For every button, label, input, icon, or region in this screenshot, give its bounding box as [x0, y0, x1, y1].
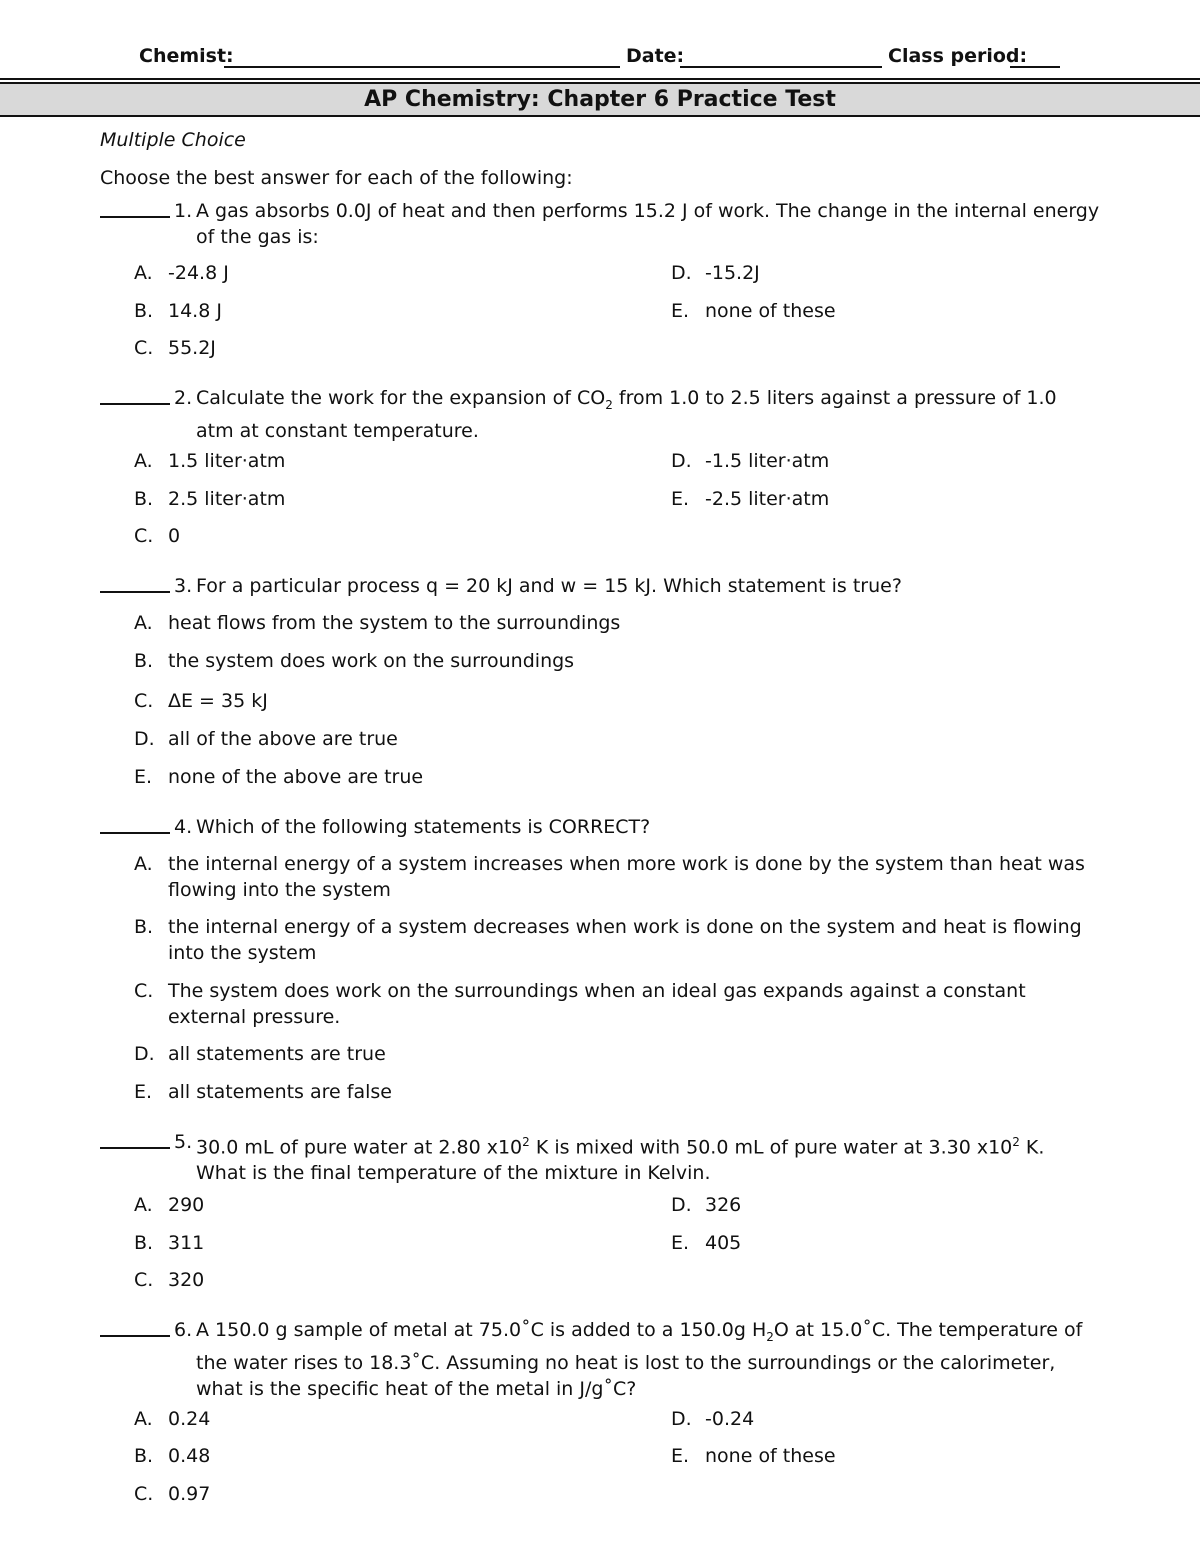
option-text: 1.5 liter·atm: [168, 450, 286, 472]
option-text: 0: [168, 525, 181, 547]
answer-blank[interactable]: [100, 198, 170, 218]
option-b[interactable]: [134, 1230, 204, 1256]
option-e[interactable]: [134, 1079, 1094, 1105]
question-number: 4.: [174, 816, 193, 838]
option-text: 311: [168, 1232, 205, 1254]
option-text: the internal energy of a system decreases when work is done on the system and heat is flowing into the system: [168, 916, 1082, 964]
option-a[interactable]: [134, 448, 285, 474]
chemist-name-field[interactable]: [224, 66, 620, 68]
option-letter: C.: [134, 980, 154, 1002]
question-stem: A gas absorbs 0.0J of heat and then performs 15.2 J of work. The change in the internal energy of the gas is:: [196, 200, 1100, 248]
answer-blank[interactable]: [100, 385, 170, 405]
option-text: -2.5 liter·atm: [705, 488, 830, 510]
answer-blank[interactable]: [100, 573, 170, 593]
question-number: 6.: [174, 1319, 193, 1341]
option-letter: C.: [134, 690, 154, 712]
option-letter: D.: [671, 1408, 692, 1430]
question-number: 3.: [174, 575, 193, 597]
question-number: 5.: [174, 1131, 193, 1153]
question-3: [100, 573, 1100, 599]
question-1: [100, 198, 1100, 250]
option-text: 320: [168, 1269, 205, 1291]
option-letter: A.: [134, 853, 153, 875]
option-text: all statements are false: [168, 1081, 392, 1103]
option-text: none of the above are true: [168, 766, 424, 788]
option-text: 405: [705, 1232, 742, 1254]
option-letter: B.: [134, 488, 154, 510]
option-text: 0.48: [168, 1445, 211, 1467]
option-text: none of these: [705, 1445, 836, 1467]
option-a[interactable]: [134, 851, 1094, 903]
option-letter: E.: [671, 1445, 690, 1467]
option-letter: B.: [134, 916, 154, 938]
option-a[interactable]: [134, 260, 229, 286]
option-text: -15.2J: [705, 262, 760, 284]
option-letter: C.: [134, 337, 154, 359]
option-a[interactable]: [134, 610, 1084, 636]
option-letter: B.: [134, 1445, 154, 1467]
option-letter: E.: [134, 766, 153, 788]
date-label: Date:: [626, 45, 685, 67]
option-d[interactable]: [671, 1192, 741, 1218]
option-letter: D.: [671, 262, 692, 284]
answer-blank[interactable]: [100, 1317, 170, 1337]
option-d[interactable]: [134, 726, 1084, 752]
header-divider: [0, 78, 1200, 80]
section-heading: Multiple Choice: [100, 129, 246, 151]
option-letter: B.: [134, 300, 154, 322]
option-a[interactable]: [134, 1192, 204, 1218]
option-text: -1.5 liter·atm: [705, 450, 830, 472]
question-5: [100, 1129, 1100, 1186]
option-text: all statements are true: [168, 1043, 386, 1065]
question-6: [100, 1317, 1100, 1402]
option-d[interactable]: [671, 1406, 754, 1432]
option-letter: E.: [671, 488, 690, 510]
option-c[interactable]: [134, 523, 180, 549]
question-stem: A 150.0 g sample of metal at 75.0˚C is added to a 150.0g $H_2O$ at 15.0˚C. The temperature of the water rises to 18.3˚C. Assuming no heat is lost to the surroundings or the calorimeter, what is the specific heat of the metal in J/g˚C?: [196, 1319, 1083, 1400]
option-letter: A.: [134, 450, 153, 472]
option-letter: A.: [134, 1408, 153, 1430]
option-text: 55.2J: [168, 337, 216, 359]
option-d[interactable]: [671, 448, 829, 474]
answer-blank[interactable]: [100, 814, 170, 834]
option-text: none of these: [705, 300, 836, 322]
option-b[interactable]: [134, 914, 1094, 966]
option-letter: C.: [134, 1269, 154, 1291]
option-letter: D.: [134, 1043, 155, 1065]
option-text: heat flows from the system to the surroundings: [168, 612, 621, 634]
option-e[interactable]: [671, 486, 829, 512]
option-letter: E.: [671, 300, 690, 322]
option-letter: B.: [134, 1232, 154, 1254]
option-text: 14.8 J: [168, 300, 222, 322]
option-text: 290: [168, 1194, 205, 1216]
option-e[interactable]: [671, 1443, 836, 1469]
option-text: 2.5 liter·atm: [168, 488, 286, 510]
title-bar: [0, 82, 1200, 117]
question-number: 1.: [174, 200, 193, 222]
question-stem: Calculate the work for the expansion of $CO_2$ from 1.0 to 2.5 liters against a pressure of 1.0 atm at constant temperature.: [196, 387, 1057, 442]
question-stem: For a particular process q = 20 kJ and w = 15 kJ. Which statement is true?: [196, 575, 902, 597]
option-c[interactable]: [134, 1267, 204, 1293]
option-a[interactable]: [134, 1406, 210, 1432]
chemist-label: Chemist:: [139, 45, 234, 67]
option-e[interactable]: [671, 298, 836, 324]
option-letter: A.: [134, 612, 153, 634]
option-letter: E.: [671, 1232, 690, 1254]
question-2: [100, 385, 1100, 444]
option-letter: D.: [671, 1194, 692, 1216]
option-e[interactable]: [671, 1230, 741, 1256]
option-b[interactable]: [134, 1443, 210, 1469]
option-c[interactable]: [134, 688, 1084, 714]
option-b[interactable]: [134, 486, 285, 512]
option-text: 326: [705, 1194, 742, 1216]
option-text: ΔE = 35 kJ: [168, 690, 268, 712]
class-period-field[interactable]: [1010, 66, 1060, 68]
class-period-label: Class period:: [888, 45, 1028, 67]
option-letter: E.: [134, 1081, 153, 1103]
option-text: -0.24: [705, 1408, 755, 1430]
question-stem: 30.0 mL of pure water at 2.80 $x10^2$ K is mixed with 50.0 mL of pure water at 3.30 $x10^2$ K. What is the final temperature of the mixture in Kelvin.: [196, 1135, 1045, 1185]
instructions: Choose the best answer for each of the following:: [100, 167, 573, 189]
option-letter: A.: [134, 262, 153, 284]
option-e[interactable]: [134, 764, 1084, 790]
question-stem: Which of the following statements is CORRECT?: [196, 816, 651, 838]
option-b[interactable]: [134, 648, 1084, 674]
option-text: -24.8 J: [168, 262, 229, 284]
option-letter: D.: [671, 450, 692, 472]
option-letter: B.: [134, 650, 154, 672]
option-c[interactable]: [134, 978, 1094, 1030]
option-text: 0.97: [168, 1483, 211, 1505]
option-letter: D.: [134, 728, 155, 750]
option-d[interactable]: [134, 1041, 1094, 1067]
name-date-header: [0, 42, 1200, 72]
page-title: AP Chemistry: Chapter 6 Practice Test: [364, 87, 836, 112]
option-b[interactable]: [134, 298, 222, 324]
option-c[interactable]: [134, 1481, 210, 1507]
option-c[interactable]: [134, 335, 216, 361]
question-number: 2.: [174, 387, 193, 409]
option-text: The system does work on the surroundings when an ideal gas expands against a constant external pressure.: [168, 980, 1026, 1028]
question-4: [100, 814, 1100, 840]
option-text: the system does work on the surroundings: [168, 650, 575, 672]
option-text: 0.24: [168, 1408, 211, 1430]
date-field[interactable]: [680, 66, 882, 68]
option-letter: C.: [134, 1483, 154, 1505]
option-letter: A.: [134, 1194, 153, 1216]
option-d[interactable]: [671, 260, 760, 286]
option-text: the internal energy of a system increases when more work is done by the system than heat was flowing into the system: [168, 853, 1085, 901]
answer-blank[interactable]: [100, 1129, 170, 1149]
option-letter: C.: [134, 525, 154, 547]
option-text: all of the above are true: [168, 728, 398, 750]
